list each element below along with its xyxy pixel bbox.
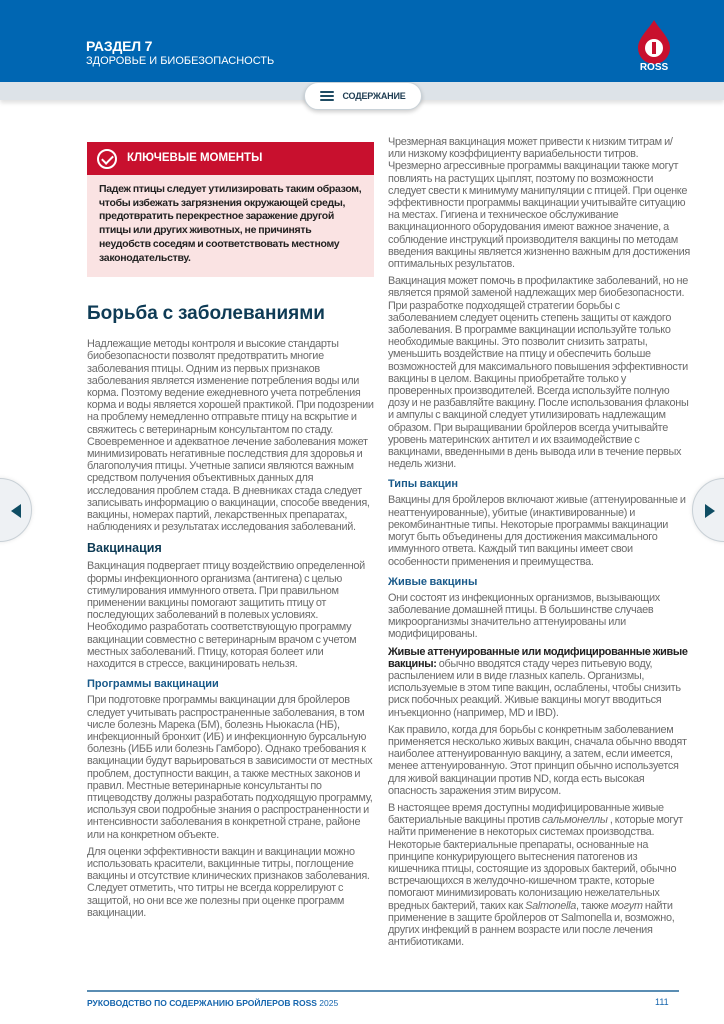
key-moments-header bbox=[87, 142, 374, 175]
text: , которые могут найти применение в некоторых системах производства. Некоторые бактериальные препараты, основанные на принципе конкурирующего вытеснения патогенов из кишечника птицы, состоящие из здоровых бактерий, обычно встречающихся в желудочно-кишечном тракте, которые помогают минимизировать колонизацию нежелательных вредных бактерий, таких как bbox=[388, 814, 683, 912]
paragraph: Вакцины для бройлеров включают живые (аттенуированные и неаттенуированные), убитые (инактивированные) и рекомбинантные типы. Некоторые программы вакцинации могут быть объединены для достижения максимального иммунного ответа. Каждый тип вакцины имеет свои особенности применения и преимущества. bbox=[388, 494, 686, 568]
paragraph: Чрезмерная вакцинация может привести к низким титрам и/или низкому коэффициенту вариабельности титров. Чрезмерно агрессивные программы вакцинации также могут повлиять на растущих цыплят, поэтому по возможности следует свести к минимуму манипуляции с птицей. При оценке эффективности программы вакцинации учитывайте ситуацию на местах. Гигиена и техническое обслуживание вакцинационного оборудования имеют важное значение, а соблюдение инструкций производителя вакцины по методам введения вакцины является жизненно важным для достижения оптимальных результатов. bbox=[388, 136, 690, 271]
svg-text:ROSS: ROSS bbox=[639, 62, 669, 73]
page-title: Борьба с заболеваниями bbox=[87, 303, 325, 325]
paragraph: Они состоят из инфекционных организмов, вызывающих заболевание домашней птицы. В большинстве случаев микроорганизмы значительно аттенуированы или модифицированы. bbox=[388, 591, 660, 641]
italic-term: могут bbox=[610, 899, 643, 912]
page-number: 111 bbox=[655, 997, 669, 1007]
paragraph: Как правило, когда для борьбы с конкретным заболеванием применяется несколько живых вакцин, сначала обычно вводят наиболее аттенуированную вакцину, а затем, если имеется, менее аттенуированную. Этот принцип обычно используется для живой вакцинации против ND, когда есть высокая опасность заражения этим вирусом. bbox=[388, 723, 687, 797]
paragraph: Надлежащие методы контроля и высокие стандарты биобезопасности позволят предотвратить многие заболевания птицы. Одним из первых признаков заболевания является изменение потребления воды или корма. Поэтому ведение ежедневного учета потребления корма и воды является хорошей практикой. При подозрении на проблему немедленно отправьте птицу на вскрытие и свяжитесь с ветеринарным консультантом по стаду. Своевременное и адекватное лечение заболевания может минимизировать негативные последствия для здоровья и благополучия птицы. Учетные записи являются важным средством получения объективных данных для исследования проблем стада. В дневниках стада следует записывать информацию о вакцинации, способе введения, вакцины, номерах партий, лекарственных препаратах, наблюдениях и результатах исследования заболеваний. bbox=[87, 338, 374, 534]
text: , также bbox=[576, 899, 611, 912]
text: обычно вводятся стаду через питьевую воду, распылением или в виде глазных капель. Организмы, используемые в этом типе вакцин, ослаблены, чтобы снизить риск побочных реакций. Живые вакцины могут вводиться инъекционно (например, MD и IBD). bbox=[388, 657, 681, 719]
paragraph bbox=[388, 646, 690, 719]
ross-logo bbox=[632, 18, 676, 74]
menu-icon bbox=[320, 91, 334, 101]
arrow-right-icon bbox=[705, 504, 715, 518]
footer-year: 2025 bbox=[319, 998, 339, 1008]
bold-term: Живые аттенуированные или модифицированные живые вакцины: bbox=[388, 645, 688, 670]
paragraph: Вакцинация подвергает птицу воздействию определенной формы инфекционного организма (антигена) с целью стимулирования иммунного ответа. При правильном применении вакцины помогают защитить птицу от последующих заболеваний в полевых условиях. Необходимо разработать соответствующую программу вакцинации совместно с ветеринарным врачом с учетом местных заболеваний. Птицу, которая болеет или находится в стрессе, вакцинировать нельзя. bbox=[87, 560, 365, 671]
paragraph: Для оценки эффективности вакцин и вакцинации можно использовать красители, вакцинные титры, поглощение вакцины и отсутствие клинических признаков заболевания. Следует отметить, что титры не всегда коррелируют с защитой, но они все же полезны при оценке программ вакцинации. bbox=[87, 845, 370, 919]
key-moments-text: Падеж птицы следует утилизировать таким образом, чтобы избежать загрязнения окружающей среды, предотвратить перекрестное заражение другой птицы или других животных, не причинять неудобств соседям и соответствовать местному законодательству. bbox=[99, 183, 362, 264]
arrow-left-icon bbox=[11, 504, 21, 518]
previous-page-button[interactable] bbox=[0, 478, 32, 542]
italic-term: Salmonella bbox=[525, 899, 577, 912]
heading-vaccine-types: Типы вакцин bbox=[388, 478, 459, 491]
paragraph bbox=[388, 802, 690, 948]
footer-divider bbox=[87, 990, 679, 992]
italic-term: сальмонеллы bbox=[542, 814, 608, 827]
heading-vaccination-programs: Программы вакцинации bbox=[87, 678, 219, 691]
contents-button[interactable] bbox=[304, 82, 422, 110]
heading-live-vaccines: Живые вакцины bbox=[388, 575, 478, 588]
paragraph: При подготовке программы вакцинации для бройлеров следует учитывать распространенные заболевания, в том числе болезнь Марека (БМ), болезнь Ньюкасла (НБ), инфекционный бронхит (ИБ) и инфекционную бурсальную болезнь (ИББ или болезнь Гамборо). Однако требования к вакцинации будут варьироваться в зависимости от местных проблем, доступности вакцин, а также местных законов и правил. Местные ветеринарные консультанты по птицеводству должны разработать подходящую программу, используя свои подробные знания о распространенности и интенсивности заболевания в конкретной стране, районе или на конкретном объекте. bbox=[87, 694, 373, 841]
text: В настоящее время доступны модифицированные живые бактериальные вакцины против bbox=[388, 801, 664, 827]
section-title: ЗДОРОВЬЕ И БИОБЕЗОПАСНОСТЬ bbox=[86, 55, 275, 67]
key-moments-title: КЛЮЧЕВЫЕ МОМЕНТЫ bbox=[127, 152, 263, 165]
section-number: РАЗДЕЛ 7 bbox=[86, 38, 153, 54]
contents-label: СОДЕРЖАНИЕ bbox=[342, 91, 406, 101]
check-circle-icon bbox=[97, 149, 117, 169]
right-column bbox=[388, 136, 690, 953]
heading-vaccination: Вакцинация bbox=[87, 541, 162, 556]
header-bar bbox=[0, 0, 724, 82]
footer-guide-name: РУКОВОДСТВО ПО СОДЕРЖАНИЮ БРОЙЛЕРОВ ROSS bbox=[87, 998, 317, 1008]
left-column bbox=[87, 142, 374, 924]
next-page-button[interactable] bbox=[692, 478, 724, 542]
footer-title bbox=[87, 998, 338, 1009]
paragraph: Вакцинация может помочь в профилактике заболеваний, но не является прямой заменой надлежащих мер биобезопасности. При разработке подходящей стратегии борьбы с заболеванием следует оценить степень защиты от каждого заболевания. В программе вакцинации используйте только необходимые вакцины. Это позволит снизить затраты, уменьшить воздействие на птицу и обеспечить больше возможностей для максимального повышения эффективности вакцины в целом. Вакцины приобретайте только у проверенных производителей. Всегда используйте полную дозу и не разбавляйте вакцину. После использования флаконы и ампулы с вакциной следует утилизировать надлежащим образом. При выращивании бройлеров всегда учитывайте уровень материнских антител и их взаимодействие с вакцинами, введенными в день вывода или в течение первых недель жизни. bbox=[388, 275, 689, 471]
key-moments-box bbox=[87, 142, 374, 277]
text: найти применение в защите бройлеров от Salmonella и, возможно, других инфекций в раннем возрасте или после лечения антибиотиками. bbox=[388, 899, 675, 949]
